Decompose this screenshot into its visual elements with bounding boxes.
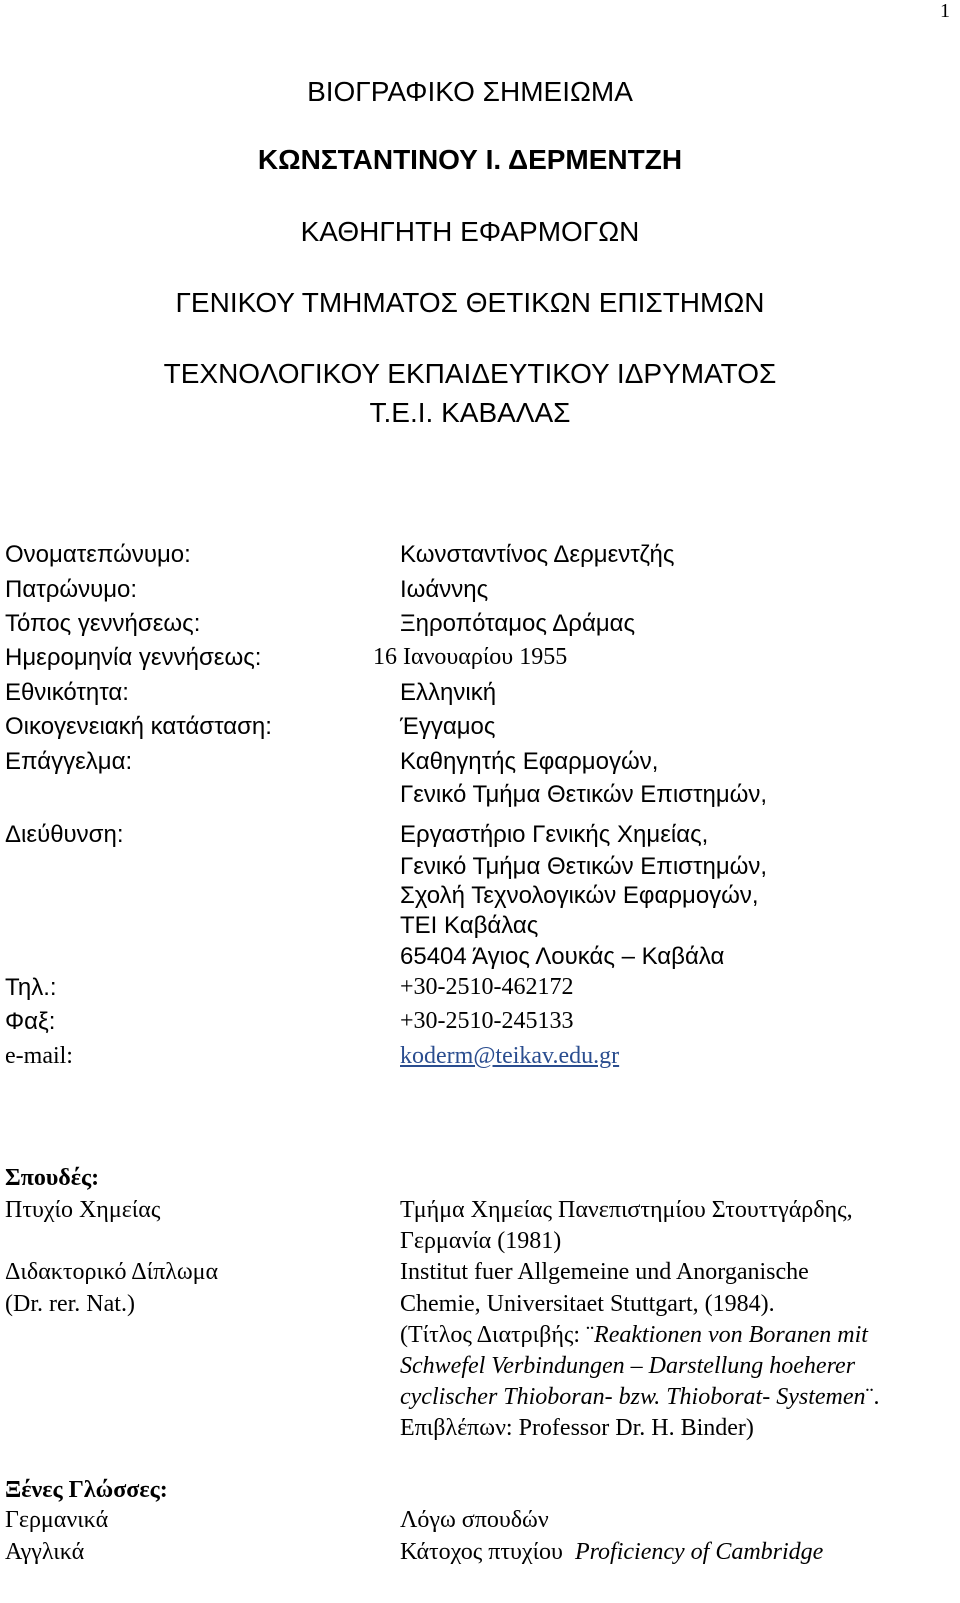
father-label: Πατρώνυμο: xyxy=(5,576,138,603)
address-line: Σχολή Τεχνολογικών Εφαρμογών, xyxy=(400,882,759,909)
language-name: Αγγλικά xyxy=(5,1539,85,1565)
thesis-title-part: Reaktionen von Boranen mit xyxy=(594,1322,868,1348)
profession-line: Καθηγητής Εφαρμογών, xyxy=(400,748,659,775)
email-label: e-mail: xyxy=(5,1043,73,1069)
thesis-supervisor: Επιβλέπων: Professor Dr. H. Binder) xyxy=(400,1415,754,1441)
phd-line: Chemie, Universitaet Stuttgart, (1984). xyxy=(400,1291,775,1317)
fullname-value: Κωνσταντίνος Δερμεντζής xyxy=(400,541,675,568)
fax-label: Φαξ: xyxy=(5,1008,56,1035)
birthplace-value: Ξηροπόταμος Δράμας xyxy=(400,610,636,637)
institution-short: Τ.Ε.Ι. ΚΑΒΑΛΑΣ xyxy=(369,397,571,428)
nationality-value: Ελληνική xyxy=(400,679,497,706)
page-number: 1 xyxy=(940,0,950,22)
address-line: Γενικό Τμήμα Θετικών Επιστημών, xyxy=(400,853,768,880)
degree-line: Γερμανία (1981) xyxy=(400,1228,562,1254)
language-detail: Λόγω σπουδών xyxy=(400,1507,549,1533)
language-detail-text: Κάτοχος πτυχίου xyxy=(400,1539,575,1565)
person-position: ΚΑΘΗΓΗΤΗ ΕΦΑΡΜΟΓΩΝ xyxy=(300,216,640,247)
profession-line: Γενικό Τμήμα Θετικών Επιστημών, xyxy=(400,781,768,808)
degree-label: Πτυχίο Χημείας xyxy=(5,1197,161,1223)
phd-label-abbrev: (Dr. rer. Nat.) xyxy=(5,1291,135,1317)
phd-line: Institut fuer Allgemeine und Anorganische xyxy=(400,1259,809,1285)
marital-label: Οικογενειακή κατάσταση: xyxy=(5,713,272,740)
degree-line: Τμήμα Χημείας Πανεπιστημίου Στουττγάρδης, xyxy=(400,1197,853,1223)
address-line: Εργαστήριο Γενικής Χημείας, xyxy=(400,821,709,848)
email-link[interactable]: koderm@teikav.edu.gr xyxy=(400,1043,620,1069)
address-label: Διεύθυνση: xyxy=(5,821,124,848)
studies-heading: Σπουδές: xyxy=(5,1165,100,1191)
thesis-title-part: cyclischer Thioboran- bzw. Thioborat- Systemen xyxy=(400,1384,866,1410)
fullname-label: Ονοματεπώνυμο: xyxy=(5,541,191,568)
nationality-label: Εθνικότητα: xyxy=(5,679,129,706)
language-detail xyxy=(400,1539,823,1566)
document-title: ΒΙΟΓΡΑΦΙΚΟ ΣΗΜΕΙΩΜΑ xyxy=(307,76,633,107)
person-name: ΚΩΝΣΤΑΝΤΙΝΟΥ Ι. ΔΕΡΜΕΝΤΖΗ xyxy=(257,144,683,175)
birthdate-label: Ημερομηνία γεννήσεως: xyxy=(5,644,262,671)
thesis-line-3 xyxy=(400,1384,880,1411)
thesis-prefix: (Τίτλος Διατριβής: ¨ xyxy=(400,1322,595,1348)
certificate-name: Proficiency of Cambridge xyxy=(574,1539,824,1565)
phone-value: +30-2510-462172 xyxy=(400,974,574,1000)
profession-label: Επάγγελμα: xyxy=(5,748,133,775)
phd-label: Διδακτορικό Δίπλωμα xyxy=(5,1259,219,1285)
languages-heading: Ξένες Γλώσσες: xyxy=(5,1477,168,1503)
thesis-line-1 xyxy=(400,1322,868,1349)
institution-name: ΤΕΧΝΟΛΟΓΙΚΟΥ ΕΚΠΑΙΔΕΥΤΙΚΟΥ ΙΔΡΥΜΑΤΟΣ xyxy=(163,358,777,389)
marital-value: Έγγαμος xyxy=(400,713,496,740)
fax-value: +30-2510-245133 xyxy=(400,1008,574,1034)
birthdate-value: 16 Ιανουαρίου 1955 xyxy=(373,644,568,670)
thesis-title-part: Schwefel Verbindungen – Darstellung hoeherer xyxy=(400,1353,856,1379)
phone-label: Τηλ.: xyxy=(5,974,57,1001)
birthplace-label: Τόπος γεννήσεως: xyxy=(5,610,201,637)
language-name: Γερμανικά xyxy=(5,1507,109,1533)
department-name: ΓΕΝΙΚΟΥ ΤΜΗΜΑΤΟΣ ΘΕΤΙΚΩΝ ΕΠΙΣΤΗΜΩΝ xyxy=(175,287,765,318)
thesis-suffix: ¨. xyxy=(865,1384,880,1410)
address-line: 65404 Άγιος Λουκάς – Καβάλα xyxy=(400,943,725,970)
father-value: Ιωάννης xyxy=(400,576,489,603)
address-line: ΤΕΙ Καβάλας xyxy=(400,912,539,939)
